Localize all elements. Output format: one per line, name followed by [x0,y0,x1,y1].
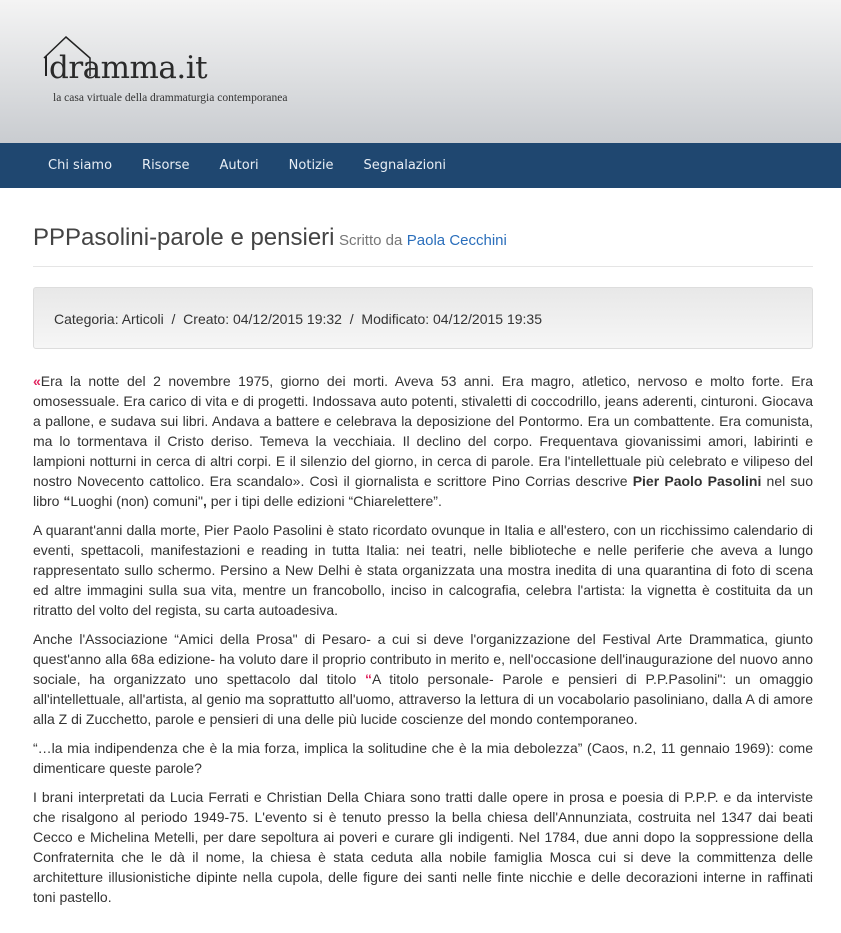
article [0,224,841,907]
text: Anche l'Associazione “Amici della Prosa" di Pesaro- a cui si deve l'organizzazione del Festival Arte Drammatica, giunto quest'anno alla 68a edizione- ha voluto dare il proprio contributo in merito e, nell'occasione dell'inaugurazione del nuovo anno sociale, ha organizzato uno spettacolo dal titolo [33,631,813,687]
written-by-label: Scritto da [338,232,403,249]
text: Luoghi (non) comuni" [70,493,203,509]
article-body [33,371,813,907]
paragraph-1 [33,371,813,511]
logo-name: dramma.it [49,50,208,86]
nav-risorse[interactable]: Risorse [142,158,190,173]
bold-text: , [202,493,207,509]
separator: / [349,311,354,327]
modified-date: Modificato: 04/12/2015 19:35 [361,311,542,327]
site-header [0,0,841,143]
text: per i tipi delle edizioni “Chiarelettere”. [206,493,442,509]
paragraph-3 [33,629,813,729]
nav-autori[interactable]: Autori [219,158,259,173]
bold-text: “ [63,493,71,509]
created-date: Creato: 04/12/2015 19:32 [183,311,342,327]
text: nel suo libro [33,473,813,509]
paragraph-5: I brani interpretati da Lucia Ferrati e Christian Della Chiara sono tratti dalle opere in prosa e poesia di P.P.P. e da interviste che risalgono al periodo 1949-75. L'evento si è tenuto presso la bella chiesa dell'Annunziata, costruita nel 1347 dai beati Cecco e Michelina Metelli, per dare sepoltura ai poveri e curare gli indigenti. Nel 1784, due anni dopo la soppressione della Confraternita che le dà il nome, la chiesa è stata ceduta alla nobile famiglia Mosca cui si deve la committenza delle architetture illusionistiche dipinte nella cupola, delle figure dei santi nelle finte nicchie e delle decorazioni interne in raffinati toni pastello. [33,789,813,905]
text: A titolo personale- Parole e pensieri di P.P.Pasolini": un omaggio all'intellettuale, all'artista, al genio ma soprattutto all'uomo, attraverso la lettura di un vocabolario pasoliniano, dalla A di amore alla Z di Zucchetto, parole e pensieri di una delle più lucide coscienze del mondo contemporaneo. [33,671,813,727]
text: Era la notte del 2 novembre 1975, giorno dei morti. Aveva 53 anni. Era magro, atletico, nervoso e molto forte. Era omosessuale. Era carico di vita e di progetti. Indossava auto potenti, stivaletti di coccodrillo, jeans aderenti, cinturoni. Giocava a pallone, e sudava sui libri. Andava a battere e celebrava la deposizione del Pontormo. Era un combattente. Era comunista, ma lo tormentava il Cristo deriso. Temeva la vecchiaia. Il declino del corpo. Frequentava giovanissimi amori, labirinti e lampioni notturni in cerca di altri corpi. E il silenzio del giorno, in cerca di parole. Era l'intellettuale più celebrato e vilipeso del nostro Novecento cattolico. Era scandalo». Così il giornalista e scrittore Pino Corrias descrive [33,373,813,489]
nav-segnalazioni[interactable]: Segnalazioni [363,158,447,173]
main-nav [0,143,841,188]
quote-mark: “ [364,671,372,687]
nav-chi-siamo[interactable]: Chi siamo [48,158,113,173]
paragraph-2: A quarant'anni dalla morte, Pier Paolo Pasolini è stato ricordato ovunque in Italia e all'estero, con un ricchissimo calendario di eventi, spettacoli, manifestazioni e reading in tutta Italia: nei teatri, nelle biblioteche e nelle periferie che aveva a lungo rappresentato sullo schermo. Persino a New Delhi è stata organizzata una mostra inedita di una quarantina di foto di scena ed altre immagini sulla sua vita, mentre un francobollo, inciso in calcografia, celebra l'artista: la vignetta è costituita da un ritratto del volto del regista, su carta autoadesiva. [33,522,813,618]
author-link[interactable]: Paola Cecchini [406,232,507,249]
separator: / [171,311,176,327]
paragraph-4: “…la mia indipendenza che è la mia forza, implica la solitudine che è la mia debolezza” (Caos, n.2, 11 gennaio 1969): come dimenticare queste parole? [33,740,813,776]
category: Categoria: Articoli [54,311,164,327]
page-title: PPPasolini-parole e pensieri [33,224,335,251]
article-header [33,224,813,267]
nav-notizie[interactable]: Notizie [288,158,334,173]
logo-tagline: la casa virtuale della drammaturgia contemporanea [53,92,288,104]
bold-text: Pier Paolo Pasolini [632,473,762,489]
site-logo[interactable] [42,36,322,111]
article-info [33,287,813,349]
quote-mark: « [33,373,41,389]
